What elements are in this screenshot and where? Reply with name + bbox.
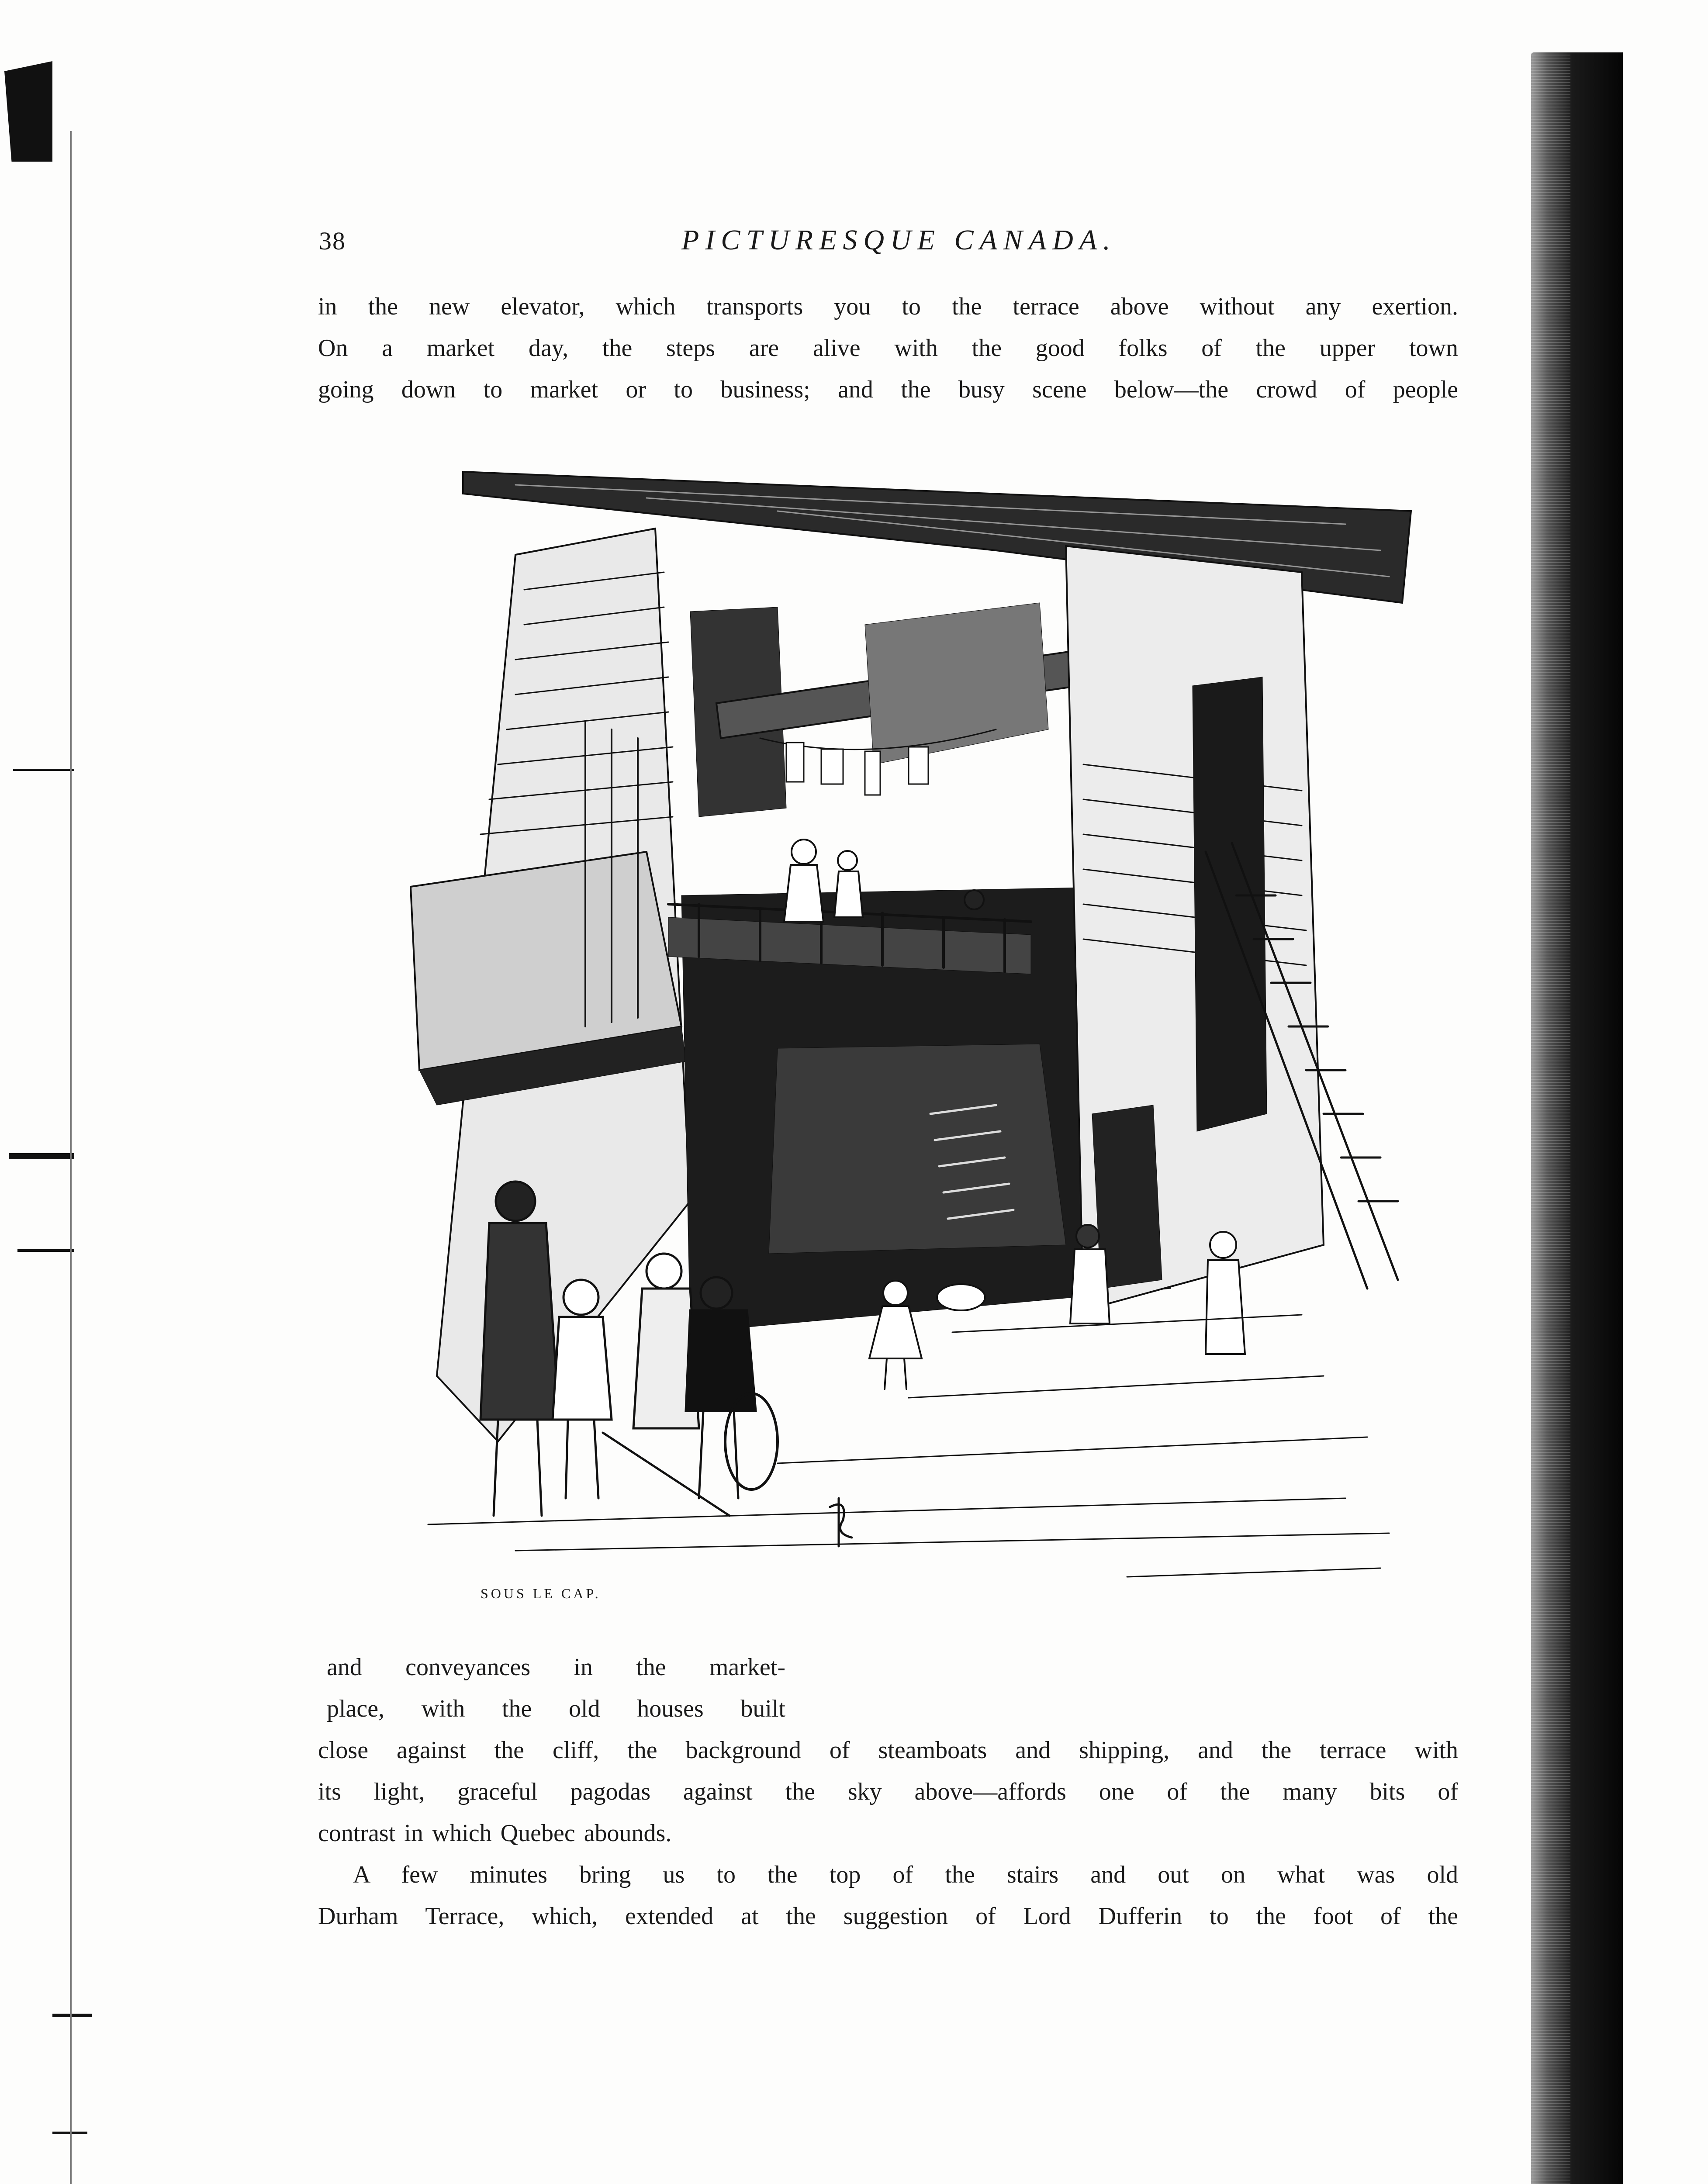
scan-edge-texture [1531, 52, 1570, 2184]
text-line: going down to market or to business; and the busy scene below—the crowd of people [318, 376, 1458, 403]
text-line: place, with the old houses built [327, 1695, 785, 1722]
binding-mark [9, 1153, 74, 1159]
sous-le-cap-illustration [384, 459, 1433, 1594]
binding-mark [70, 131, 72, 2184]
wrapped-text [327, 1647, 785, 1730]
illustration-caption: SOUS LE CAP. [481, 1586, 601, 1601]
text-line: and conveyances in the market- [327, 1654, 785, 1681]
page-number: 38 [319, 227, 346, 255]
text-line: close against the cliff, the background of steamboats and shipping, and the terrace with [318, 1737, 1458, 1764]
text-line: its light, graceful pagodas against the sky above—affords one of the many bits of [318, 1778, 1458, 1805]
text-line: Durham Terrace, which, extended at the suggestion of Lord Dufferin to the foot of the [318, 1903, 1458, 1930]
text-line: A few minutes bring us to the top of the stairs and out on what was old [353, 1861, 1458, 1888]
binding-mark [13, 769, 74, 771]
bottom-paragraph [318, 1730, 1458, 1937]
binding-mark [17, 1249, 74, 1252]
top-paragraph [318, 286, 1458, 411]
binding-mark [4, 61, 52, 162]
binding-mark [52, 2014, 92, 2017]
text-line: contrast in which Quebec abounds. [318, 1820, 672, 1847]
binding-edge [0, 0, 96, 2184]
text-line: in the new elevator, which transports you to the terrace above without any exertion. [318, 293, 1458, 320]
text-line: On a market day, the steps are alive with the good folks of the upper town [318, 335, 1458, 362]
running-title: PICTURESQUE CANADA. [681, 224, 1117, 256]
